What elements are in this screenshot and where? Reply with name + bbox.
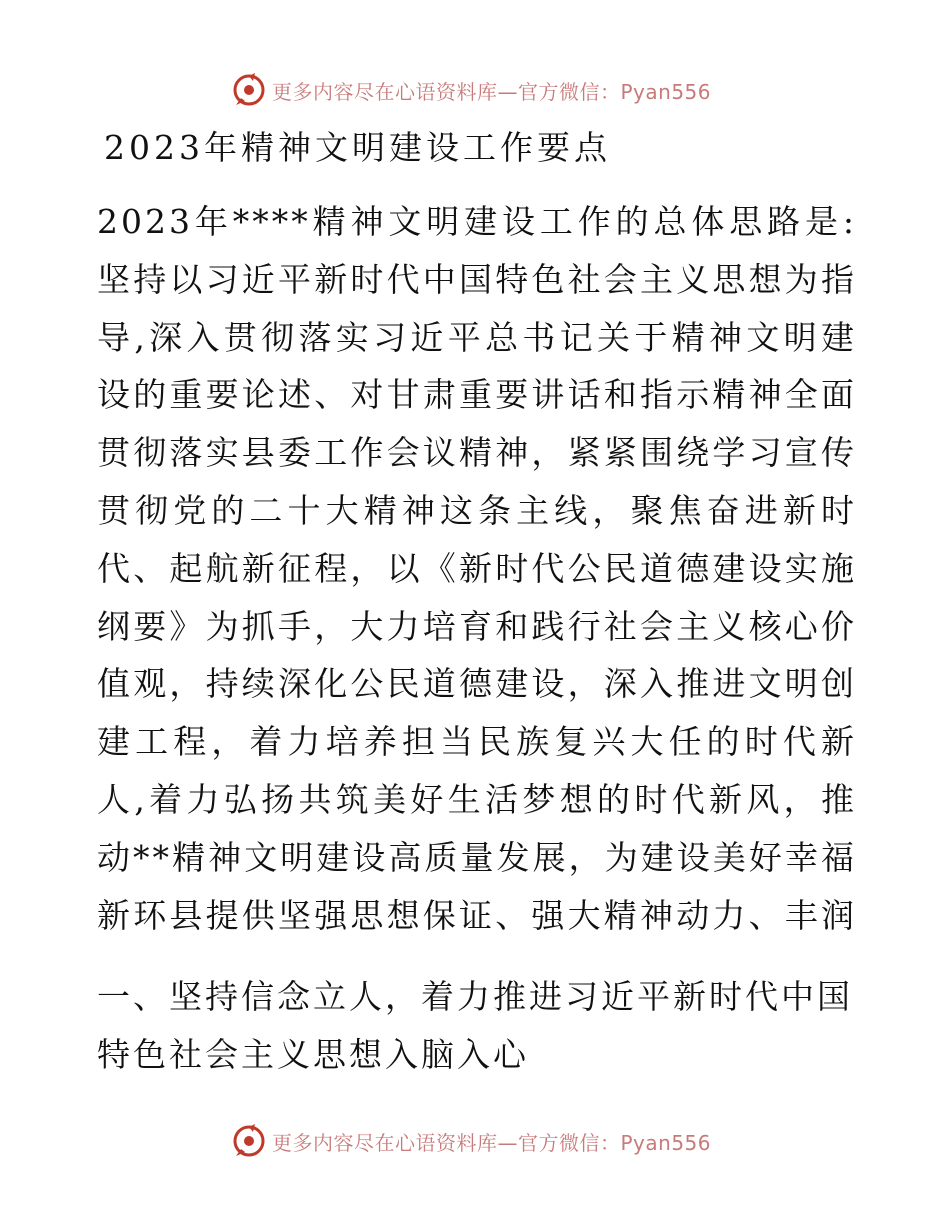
watermark-header: [232, 70, 711, 110]
watermark-text: [272, 76, 711, 105]
logo-icon: [232, 73, 266, 107]
section-heading: 一、坚持信念立人，着力推进习近平新时代中国特色社会主义思想入脑入心: [97, 977, 853, 1074]
watermark-footer: [232, 1121, 711, 1161]
watermark-contact: 官方微信：Pyan556: [518, 79, 712, 104]
watermark-contact: 官方微信：Pyan556: [518, 1130, 712, 1155]
watermark-text: [272, 1127, 711, 1156]
document-title: 2023年精神文明建设工作要点: [104, 128, 611, 167]
watermark-separator: —: [497, 79, 518, 104]
logo-icon: [232, 1124, 266, 1158]
watermark-main: 更多内容尽在心语资料库: [272, 1130, 498, 1155]
body-paragraph: 2023年****精神文明建设工作的总体思路是:坚持以习近平新时代中国特色社会主义思想为指导,深入贯彻落实习近平总书记关于精神文明建设的重要论述、对甘肃重要讲话和指示精神全面贯彻落实县委工作会议精神，紧紧围绕学习宣传贯彻党的二十大精神这条主线，聚焦奋进新时代、起航新征程，以《新时代公民道德建设实施纲要》为抓手，大力培育和践行社会主义核心价值观，持续深化公民道德建设，深入推进文明创建工程，着力培养担当民族复兴大任的时代新人,着力弘扬共筑美好生活梦想的时代新风，推动**精神文明建设高质量发展，为建设美好幸福新环县提供坚强思想保证、强大精神动力、丰润: [97, 202, 857, 935]
watermark-main: 更多内容尽在心语资料库: [272, 79, 498, 104]
watermark-separator: —: [497, 1130, 518, 1155]
